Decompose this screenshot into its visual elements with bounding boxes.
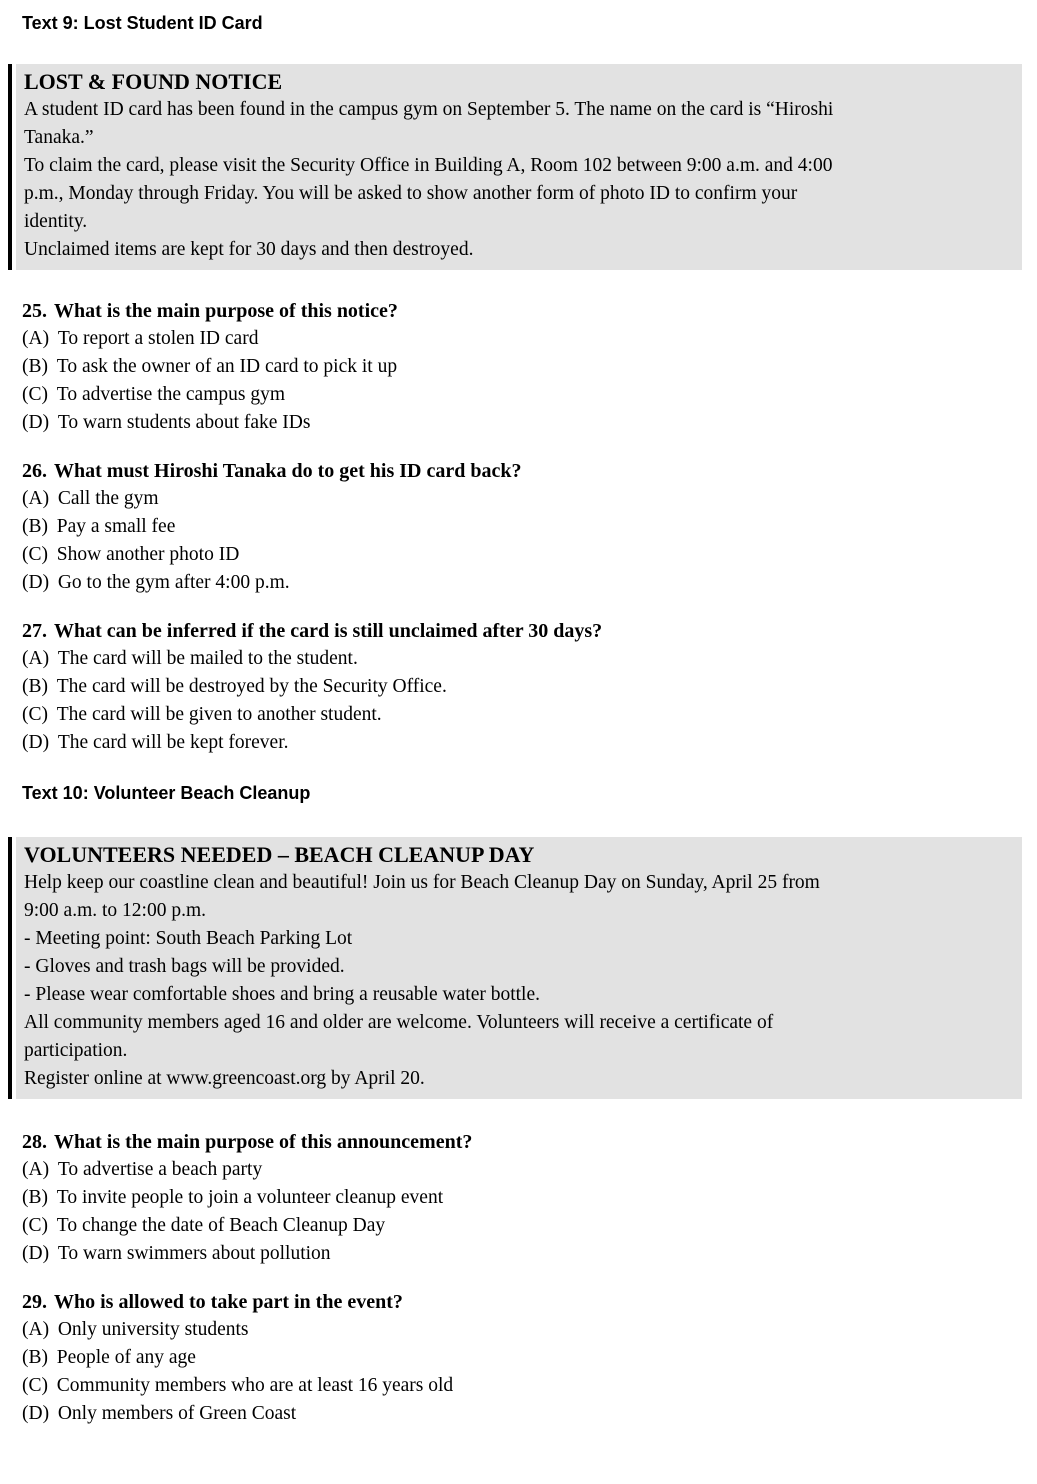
option-row (22, 1400, 1022, 1428)
question-title (22, 457, 1022, 485)
option-row (22, 673, 1022, 701)
question-number: 29. (22, 1291, 47, 1313)
notice-line: A student ID card has been found in the campus gym on September 5. The name on the card is “Hiroshi (24, 99, 834, 120)
option-row (22, 513, 1022, 541)
option-text: Only members of Green Coast (57, 1403, 297, 1424)
question-29 (22, 1288, 1022, 1428)
notice-line: - Please wear comfortable shoes and bring a reusable water bottle. (24, 984, 541, 1005)
option-row (22, 701, 1022, 729)
question-text: Who is allowed to take part in the event? (54, 1291, 403, 1313)
notice-line: p.m., Monday through Friday. You will be asked to show another form of photo ID to confirm your (24, 183, 798, 204)
question-number: 28. (22, 1131, 47, 1153)
option-label: (B) (22, 356, 48, 377)
option-label: (D) (22, 412, 50, 433)
option-row (22, 409, 1022, 437)
option-label: (C) (22, 704, 48, 725)
option-row (22, 1156, 1022, 1184)
notice-line: All community members aged 16 and older are welcome. Volunteers will receive a certificate of (24, 1012, 774, 1033)
option-text: Community members who are at least 16 years old (56, 1375, 454, 1396)
option-label: (B) (22, 1347, 48, 1368)
option-row (22, 1316, 1022, 1344)
question-26 (22, 457, 1022, 597)
question-text: What is the main purpose of this announcement? (54, 1131, 473, 1153)
option-text: The card will be kept forever. (57, 732, 289, 753)
option-label: (A) (22, 648, 50, 669)
question-text: What must Hiroshi Tanaka do to get his ID card back? (54, 460, 522, 482)
option-row (22, 1240, 1022, 1268)
question-number: 26. (22, 460, 47, 482)
option-label: (D) (22, 1403, 50, 1424)
option-row (22, 353, 1022, 381)
option-row (22, 1344, 1022, 1372)
option-label: (D) (22, 572, 50, 593)
option-label: (C) (22, 1375, 48, 1396)
option-label: (C) (22, 544, 48, 565)
question-number: 27. (22, 620, 47, 642)
option-text: The card will be destroyed by the Security Office. (56, 676, 447, 697)
option-label: (C) (22, 384, 48, 405)
option-text: To warn students about fake IDs (57, 412, 311, 433)
option-text: The card will be given to another student. (56, 704, 382, 725)
notice-title: LOST & FOUND NOTICE (24, 69, 283, 94)
question-title (22, 1288, 1022, 1316)
question-text: What can be inferred if the card is still unclaimed after 30 days? (54, 620, 603, 642)
notice-line: identity. (24, 211, 88, 232)
beach-cleanup-notice-box (8, 837, 1022, 1099)
text9-heading: Text 9: Lost Student ID Card (22, 13, 263, 33)
text10-heading: Text 10: Volunteer Beach Cleanup (22, 783, 311, 803)
option-text: To report a stolen ID card (57, 328, 259, 349)
option-text: Show another photo ID (56, 544, 240, 565)
notice-line: 9:00 a.m. to 12:00 p.m. (24, 900, 206, 921)
option-label: (C) (22, 1215, 48, 1236)
notice-line: Unclaimed items are kept for 30 days and then destroyed. (24, 239, 474, 260)
option-row (22, 325, 1022, 353)
option-row (22, 541, 1022, 569)
option-label: (A) (22, 1159, 50, 1180)
question-25 (22, 297, 1022, 437)
option-row (22, 1184, 1022, 1212)
option-row (22, 569, 1022, 597)
option-label: (B) (22, 1187, 48, 1208)
beach-cleanup-notice-body (16, 837, 1022, 1099)
question-number: 25. (22, 300, 47, 322)
option-text: To warn swimmers about pollution (57, 1243, 331, 1264)
question-title (22, 297, 1022, 325)
option-label: (D) (22, 1243, 50, 1264)
option-text: Go to the gym after 4:00 p.m. (57, 572, 290, 593)
question-text: What is the main purpose of this notice? (54, 300, 398, 322)
notice-line: Register online at www.greencoast.org by April 20. (24, 1068, 425, 1089)
notice-line: To claim the card, please visit the Security Office in Building A, Room 102 between 9:00 a.m. and 4:00 (24, 155, 833, 176)
option-label: (A) (22, 488, 50, 509)
option-row (22, 1372, 1022, 1400)
question-28 (22, 1128, 1022, 1268)
option-text: To invite people to join a volunteer cleanup event (56, 1187, 444, 1208)
option-row (22, 381, 1022, 409)
notice-line: Help keep our coastline clean and beautiful! Join us for Beach Cleanup Day on Sunday, April 25 from (24, 872, 820, 893)
option-label: (B) (22, 516, 48, 537)
option-row (22, 485, 1022, 513)
question-title (22, 617, 1022, 645)
option-row (22, 729, 1022, 757)
lost-found-notice-body (16, 64, 1022, 270)
option-text: Pay a small fee (56, 516, 176, 537)
option-text: To ask the owner of an ID card to pick it up (56, 356, 398, 377)
notice-title: VOLUNTEERS NEEDED – BEACH CLEANUP DAY (24, 842, 535, 867)
option-row (22, 1212, 1022, 1240)
option-text: To change the date of Beach Cleanup Day (56, 1215, 386, 1236)
notice-line: - Gloves and trash bags will be provided. (24, 956, 345, 977)
option-label: (B) (22, 676, 48, 697)
option-text: People of any age (56, 1347, 196, 1368)
option-label: (A) (22, 328, 50, 349)
question-27 (22, 617, 1022, 757)
option-label: (D) (22, 732, 50, 753)
option-label: (A) (22, 1319, 50, 1340)
lost-found-notice-box (8, 64, 1022, 270)
notice-line: - Meeting point: South Beach Parking Lot (24, 928, 353, 949)
option-text: The card will be mailed to the student. (57, 648, 358, 669)
option-text: Only university students (57, 1319, 249, 1340)
option-text: To advertise a beach party (57, 1159, 263, 1180)
option-text: To advertise the campus gym (56, 384, 286, 405)
option-row (22, 645, 1022, 673)
question-title (22, 1128, 1022, 1156)
option-text: Call the gym (57, 488, 159, 509)
notice-line: Tanaka.” (24, 127, 94, 148)
notice-line: participation. (24, 1040, 128, 1061)
